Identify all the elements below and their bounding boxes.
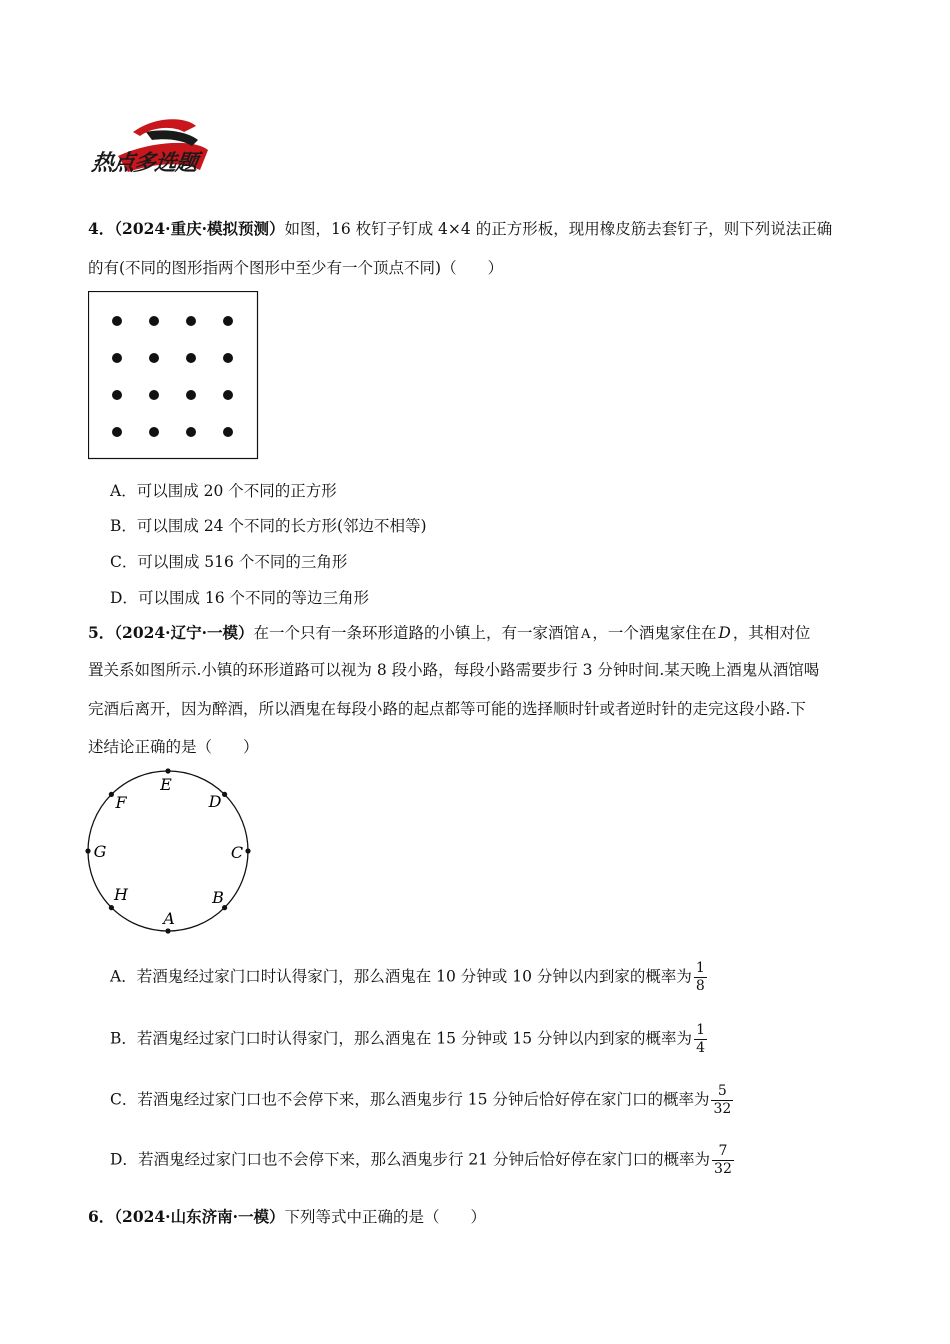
- q4-option-a[interactable]: A．可以围成 20 个不同的正方形: [110, 482, 337, 500]
- q5-line-1: 5．（2024·辽宁·一模）在一个只有一条环形道路的小镇上，有一家酒馆 A ，一个酒鬼家住在 D ，其相对位: [88, 623, 811, 642]
- peg: [223, 316, 233, 326]
- peg: [149, 353, 159, 363]
- pegboard-figure: [88, 291, 258, 459]
- q5-option-d[interactable]: D．若酒鬼经过家门口也不会停下来，那么酒鬼步行 21 分钟后恰好停在家门口的概率为 $\frac{7}{32}$: [110, 1143, 732, 1177]
- peg: [112, 427, 122, 437]
- fraction: $\frac{1}{8}$: [695, 960, 705, 994]
- var-d: D: [718, 624, 731, 642]
- label-e: E: [160, 775, 172, 794]
- label-c: C: [230, 843, 244, 862]
- q5-number: 5．: [88, 623, 115, 642]
- label-a: A: [163, 909, 175, 928]
- peg: [112, 390, 122, 400]
- q5-option-b[interactable]: B．若酒鬼经过家门口时认得家门，那么酒鬼在 15 分钟或 15 分钟以内到家的概率为 $\frac{1}{4}$: [110, 1022, 705, 1056]
- peg: [112, 353, 122, 363]
- point-c: [245, 848, 250, 853]
- q5-source: （2024·辽宁·一模）: [114, 623, 254, 642]
- label-g: G: [93, 842, 107, 861]
- q6-line-1: [88, 1206, 486, 1228]
- label-f: F: [115, 793, 127, 812]
- pegboard-svg: [88, 291, 260, 461]
- fraction: $\frac{1}{4}$: [696, 1022, 705, 1056]
- label-b: B: [212, 888, 224, 907]
- point-f: [109, 792, 114, 797]
- fraction: $\frac{7}{32}$: [714, 1143, 732, 1177]
- peg: [149, 390, 159, 400]
- circle-road-svg: [80, 768, 260, 940]
- q4-source: （2024·重庆·模拟预测）: [114, 219, 285, 238]
- q5-line-3: 完酒后离开，因为醉酒，所以酒鬼在每段小路的起点都等可能的选择顺时针或者逆时针的走完这段小路.下: [88, 700, 806, 718]
- q4-option-d[interactable]: D．可以围成 16 个不同的等边三角形: [110, 589, 370, 607]
- label-h: H: [114, 885, 128, 904]
- q4-line-2: 的有(不同的图形指两个图形中至少有一个顶点不同)（ ）: [88, 259, 504, 277]
- peg: [186, 316, 196, 326]
- point-d: [222, 792, 227, 797]
- logo-text: 热点多选题: [89, 151, 199, 176]
- q5-line-4: 述结论正确的是（ ）: [88, 738, 259, 756]
- point-e: [165, 768, 170, 773]
- peg: [149, 316, 159, 326]
- peg: [223, 390, 233, 400]
- peg: [223, 427, 233, 437]
- q6-stem: 下列等式中正确的是（ ）: [284, 1208, 486, 1226]
- point-h: [109, 905, 114, 910]
- peg: [112, 316, 122, 326]
- q4-stem-1: 如图，16 枚钉子钉成 4×4 的正方形板，现用橡皮筋去套钉子，则下列说法正确: [284, 220, 833, 238]
- circle-road-figure: [80, 768, 260, 940]
- var-a: A: [581, 627, 591, 642]
- q4-option-b[interactable]: B．可以围成 24 个不同的长方形(邻边不相等): [110, 517, 427, 535]
- peg: [223, 353, 233, 363]
- peg: [186, 427, 196, 437]
- peg: [186, 353, 196, 363]
- q5-option-a[interactable]: A．若酒鬼经过家门口时认得家门，那么酒鬼在 10 分钟或 10 分钟以内到家的概率为 $\frac{1}{8}$: [110, 960, 705, 994]
- point-a: [165, 928, 170, 933]
- label-d: D: [208, 792, 222, 811]
- peg: [186, 390, 196, 400]
- q5-line-2: 置关系如图所示.小镇的环形道路可以视为 8 段小路，每段小路需要步行 3 分钟时间.某天晚上酒鬼从酒馆喝: [88, 661, 820, 679]
- section-logo: [88, 112, 233, 184]
- fraction: $\frac{5}{32}$: [713, 1083, 732, 1117]
- point-g: [85, 848, 90, 853]
- peg: [149, 427, 159, 437]
- q5-option-c[interactable]: C．若酒鬼经过家门口也不会停下来，那么酒鬼步行 15 分钟后恰好停在家门口的概率为 $\frac{5}{32}$: [110, 1083, 732, 1117]
- q6-number: 6．: [88, 1207, 115, 1226]
- q4-line-1: [88, 218, 832, 240]
- q6-source: （2024·山东济南·一模）: [114, 1207, 285, 1226]
- q4-number: 4．: [88, 219, 115, 238]
- q4-option-c[interactable]: C．可以围成 516 个不同的三角形: [110, 553, 348, 571]
